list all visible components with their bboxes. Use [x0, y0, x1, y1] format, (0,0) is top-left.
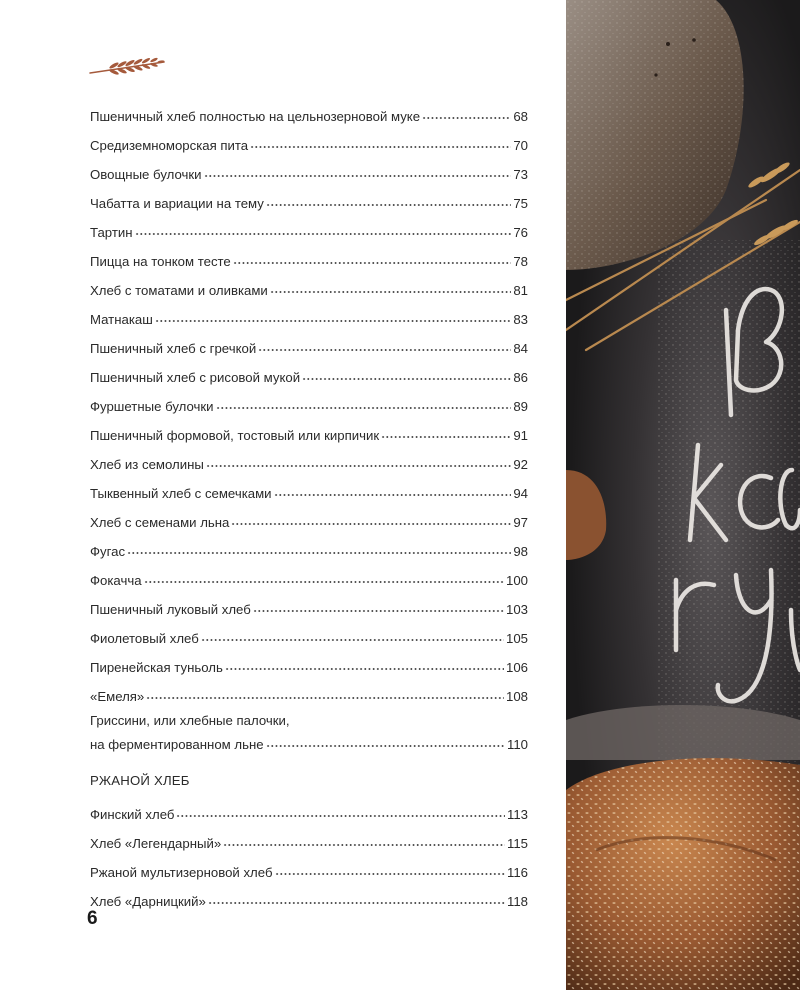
toc-entry-page: 100: [505, 573, 528, 588]
toc-entry-title: Тартин: [90, 225, 133, 240]
toc-entry-title: Фиолетовый хлеб: [90, 631, 199, 646]
toc-entry-page: 110: [506, 737, 528, 752]
section-heading: РЖАНОЙ ХЛЕБ: [90, 773, 190, 788]
dot-leader: [176, 800, 505, 819]
toc-entry[interactable]: [90, 800, 528, 829]
toc-entry[interactable]: [90, 363, 528, 392]
toc-entry-title: Ржаной мультизерновой хлеб: [90, 865, 273, 880]
toc-entry[interactable]: [90, 450, 528, 479]
toc-entry-title: на ферментированном льне: [90, 737, 264, 752]
toc-entry-page: 98: [513, 544, 528, 559]
toc-entry-page: 106: [505, 660, 528, 675]
toc-entry[interactable]: [90, 829, 528, 858]
dot-leader: [135, 218, 512, 237]
toc-entry[interactable]: [90, 711, 528, 754]
toc-entry-page: 94: [513, 486, 528, 501]
toc-entry-title: Пиренейская туньоль: [90, 660, 223, 675]
toc-entry[interactable]: [90, 305, 528, 334]
toc-entry-title: Пшеничный хлеб с рисовой мукой: [90, 370, 301, 385]
wheat-icon: [88, 52, 166, 78]
toc-entry[interactable]: [90, 537, 528, 566]
toc-entry-page: 108: [505, 689, 528, 704]
dot-leader: [274, 479, 512, 498]
toc-entry-title: Гриссини, или хлебные палочки,: [90, 713, 290, 728]
dot-leader: [422, 102, 511, 121]
dot-leader: [223, 829, 505, 848]
toc-entry[interactable]: [90, 479, 528, 508]
toc-entry-title: Финский хлеб: [90, 807, 175, 822]
toc-entry[interactable]: [90, 858, 528, 887]
toc-entry[interactable]: [90, 131, 528, 160]
toc-entry-title: Хлеб «Легендарный»: [90, 836, 222, 851]
toc-entry-page: 70: [513, 138, 528, 153]
dot-leader: [208, 887, 505, 906]
toc-entry-page: 115: [506, 836, 528, 851]
dot-leader: [250, 131, 511, 150]
toc-entry-title: Пицца на тонком тесте: [90, 254, 231, 269]
toc-entry-title: Средиземноморская пита: [90, 138, 249, 153]
toc-entry-page: 113: [506, 807, 528, 822]
toc-entry[interactable]: [90, 887, 528, 916]
dot-leader: [204, 160, 512, 179]
toc-entry-page: 73: [513, 167, 528, 182]
dot-leader: [266, 730, 505, 749]
toc-entry-page: 75: [513, 196, 528, 211]
dot-leader: [225, 653, 504, 672]
dot-leader: [253, 595, 504, 614]
dot-leader: [275, 858, 505, 877]
dot-leader: [302, 363, 511, 382]
toc-entry[interactable]: [90, 334, 528, 363]
toc-entry[interactable]: [90, 189, 528, 218]
toc-entry-page: 103: [505, 602, 528, 617]
toc-entry-title: Пшеничный хлеб полностью на цельнозерновой муке: [90, 109, 421, 124]
dot-leader: [233, 247, 512, 266]
table-of-contents: [90, 102, 528, 916]
toc-entry-page: 116: [506, 865, 528, 880]
toc-entry-title-continued: [90, 730, 528, 754]
toc-entry[interactable]: [90, 160, 528, 189]
toc-entry[interactable]: [90, 566, 528, 595]
page-number: 6: [87, 908, 98, 929]
toc-entry-title: Пшеничный формовой, тостовый или кирпичик: [90, 428, 380, 443]
toc-entry-page: 92: [513, 457, 528, 472]
dot-leader: [127, 537, 511, 556]
dot-leader: [206, 450, 511, 469]
toc-entry-title: Пшеничный луковый хлеб: [90, 602, 251, 617]
toc-entry[interactable]: [90, 276, 528, 305]
dot-leader: [258, 334, 511, 353]
toc-entry-title: Фугас: [90, 544, 126, 559]
toc-entry-page: 86: [513, 370, 528, 385]
toc-entry-page: 97: [513, 515, 528, 530]
toc-entry[interactable]: [90, 653, 528, 682]
toc-entry[interactable]: [90, 102, 528, 131]
toc-entry-title: Овощные булочки: [90, 167, 202, 182]
dot-leader: [270, 276, 512, 295]
dot-leader: [216, 392, 512, 411]
toc-entry-title: Хлеб с семенами льна: [90, 515, 230, 530]
toc-entry-title: Фуршетные булочки: [90, 399, 214, 414]
toc-entry-title: Хлеб «Дарницкий»: [90, 894, 206, 909]
toc-entry-page: 83: [513, 312, 528, 327]
toc-entry[interactable]: [90, 595, 528, 624]
toc-entry-title: Матнакаш: [90, 312, 153, 327]
toc-entry-page: 76: [513, 225, 528, 240]
toc-entry-title: Пшеничный хлеб с гречкой: [90, 341, 257, 356]
dot-leader: [266, 189, 511, 208]
toc-entry-page: 105: [505, 631, 528, 646]
toc-entry-page: 118: [506, 894, 528, 909]
toc-entry-page: 91: [513, 428, 528, 443]
toc-entry-page: 78: [513, 254, 528, 269]
bread-and-flour-photo: [566, 0, 800, 990]
toc-entry[interactable]: [90, 247, 528, 276]
dot-leader: [381, 421, 511, 440]
toc-entry-title: Тыквенный хлеб с семечками: [90, 486, 272, 501]
dot-leader: [155, 305, 512, 324]
toc-entry-page: 81: [513, 283, 528, 298]
toc-entry[interactable]: [90, 508, 528, 537]
dot-leader: [144, 566, 504, 585]
toc-entry[interactable]: [90, 624, 528, 653]
toc-entry[interactable]: [90, 682, 528, 711]
toc-entry-title: Хлеб с томатами и оливками: [90, 283, 268, 298]
toc-entry-title: Чабатта и вариации на тему: [90, 196, 264, 211]
toc-entry-title: Хлеб из семолины: [90, 457, 204, 472]
toc-entry-page: 68: [513, 109, 528, 124]
toc-entry-page: 84: [513, 341, 528, 356]
dot-leader: [201, 624, 504, 643]
dot-leader: [146, 682, 504, 701]
toc-entry-page: 89: [513, 399, 528, 414]
toc-entry[interactable]: [90, 392, 528, 421]
toc-entry[interactable]: [90, 421, 528, 450]
dot-leader: [231, 508, 511, 527]
toc-entry-title: Фокачча: [90, 573, 142, 588]
toc-entry-title: «Емеля»: [90, 689, 145, 704]
toc-entry[interactable]: [90, 218, 528, 247]
